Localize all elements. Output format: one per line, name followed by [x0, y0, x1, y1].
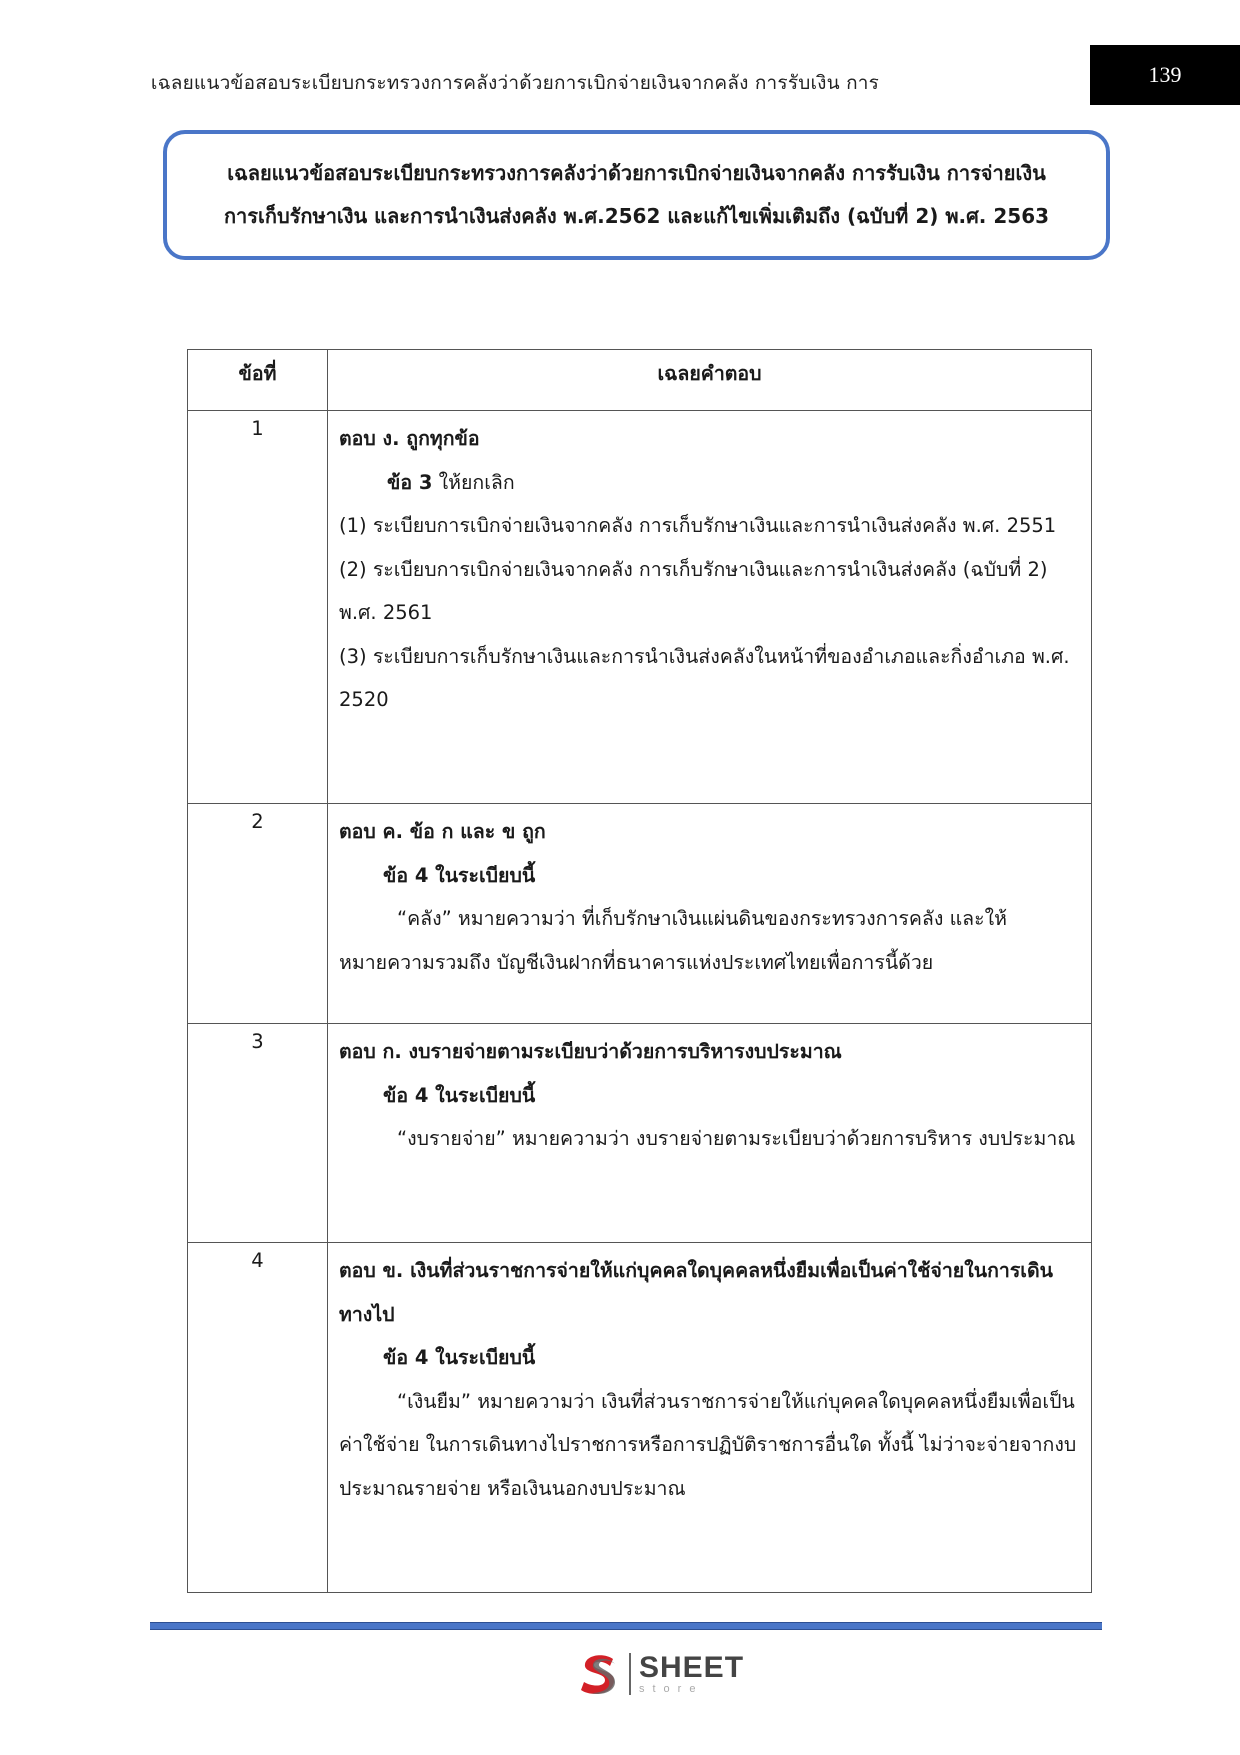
repealed-item: (3) ระเบียบการเก็บรักษาเงินและการนำเงินส่งคลังในหน้าที่ของอำเภอและกิ่งอำเภอ พ.ศ. 2520 — [339, 644, 1070, 711]
logo-divider — [629, 1653, 631, 1695]
document-title-box — [163, 130, 1110, 260]
clause-heading: ข้อ 4 ในระเบียบนี้ — [383, 1083, 536, 1107]
column-header-answer: เฉลยคำตอบ — [328, 350, 1092, 411]
definition-text: “งบรายจ่าย” หมายความว่า งบรายจ่ายตามระเบียบว่าด้วยการบริหาร งบประมาณ — [397, 1127, 1076, 1150]
column-header-number: ข้อที่ — [188, 350, 328, 411]
answer-table — [187, 349, 1092, 1593]
clause-text: ให้ยกเลิก — [432, 470, 515, 494]
clause-heading — [339, 461, 1081, 505]
question-number: 3 — [188, 1024, 328, 1243]
table-header-row — [188, 350, 1092, 411]
answer-cell — [328, 1024, 1092, 1243]
repealed-item: (2) ระเบียบการเบิกจ่ายเงินจากคลัง การเก็บรักษาเงินและการนำเงินส่งคลัง (ฉบับที่ 2) พ.ศ. 2561 — [339, 557, 1048, 624]
repealed-item: (1) ระเบียบการเบิกจ่ายเงินจากคลัง การเก็บรักษาเงินและการนำเงินส่งคลัง พ.ศ. 2551 — [339, 514, 1057, 537]
running-header: เฉลยแนวข้อสอบระเบียบกระทรวงการคลังว่าด้วยการเบิกจ่ายเงินจากคลัง การรับเงิน การ — [150, 72, 880, 94]
sheet-store-s-icon — [575, 1650, 623, 1698]
question-number: 2 — [188, 804, 328, 1024]
clause-number: ข้อ 3 — [387, 470, 433, 494]
answer-cell — [328, 804, 1092, 1024]
document-title-line-2: การเก็บรักษาเงิน และการนำเงินส่งคลัง พ.ศ.2562 และแก้ไขเพิ่มเติมถึง (ฉบับที่ 2) พ.ศ. 2563 — [223, 204, 1050, 228]
clause-heading: ข้อ 4 ในระเบียบนี้ — [383, 863, 536, 887]
footer-divider — [150, 1622, 1102, 1630]
clause-heading: ข้อ 4 ในระเบียบนี้ — [383, 1346, 536, 1369]
table-row — [188, 804, 1092, 1024]
answer-choice: ตอบ ก. งบรายจ่ายตามระเบียบว่าด้วยการบริหารงบประมาณ — [339, 1040, 842, 1063]
table-row — [188, 411, 1092, 804]
answer-choice: ตอบ ง. ถูกทุกข้อ — [339, 427, 480, 450]
sheet-store-logo — [575, 1648, 744, 1700]
answer-choice: ตอบ ค. ข้อ ก และ ข ถูก — [339, 820, 546, 843]
table-row — [188, 1243, 1092, 1593]
table-row — [188, 1024, 1092, 1243]
question-number: 1 — [188, 411, 328, 804]
answer-choice: ตอบ ข. เงินที่ส่วนราชการจ่ายให้แก่บุคคลใดบุคคลหนึ่งยืมเพื่อเป็นค่าใช้จ่ายในการเดินทางไป — [339, 1259, 1053, 1326]
question-number: 4 — [188, 1243, 328, 1593]
answer-cell — [328, 1243, 1092, 1593]
definition-text: “เงินยืม” หมายความว่า เงินที่ส่วนราชการจ่ายให้แก่บุคคลใดบุคคลหนึ่งยืมเพื่อเป็นค่าใช้จ่าย ในการเดินทางไปราชการหรือการปฏิบัติราชการอื่นใด ทั้งนี้ ไม่ว่าจะจ่ายจากงบประมาณรายจ่าย หรือเงินนอกงบประมาณ — [339, 1389, 1077, 1500]
definition-text: “คลัง” หมายความว่า ที่เก็บรักษาเงินแผ่นดินของกระทรวงการคลัง และให้หมายความรวมถึง บัญชีเงินฝากที่ธนาคารแห่งประเทศไทยเพื่อการนี้ด้วย — [339, 907, 1007, 974]
logo-subtitle: store — [639, 1683, 704, 1695]
logo-text — [639, 1653, 744, 1695]
logo-word: SHEET — [639, 1651, 745, 1684]
document-title-line-1: เฉลยแนวข้อสอบระเบียบกระทรวงการคลังว่าด้วยการเบิกจ่ายเงินจากคลัง การรับเงิน การจ่ายเงิน — [227, 161, 1046, 185]
page-number: 139 — [1090, 45, 1240, 105]
answer-cell — [328, 411, 1092, 804]
